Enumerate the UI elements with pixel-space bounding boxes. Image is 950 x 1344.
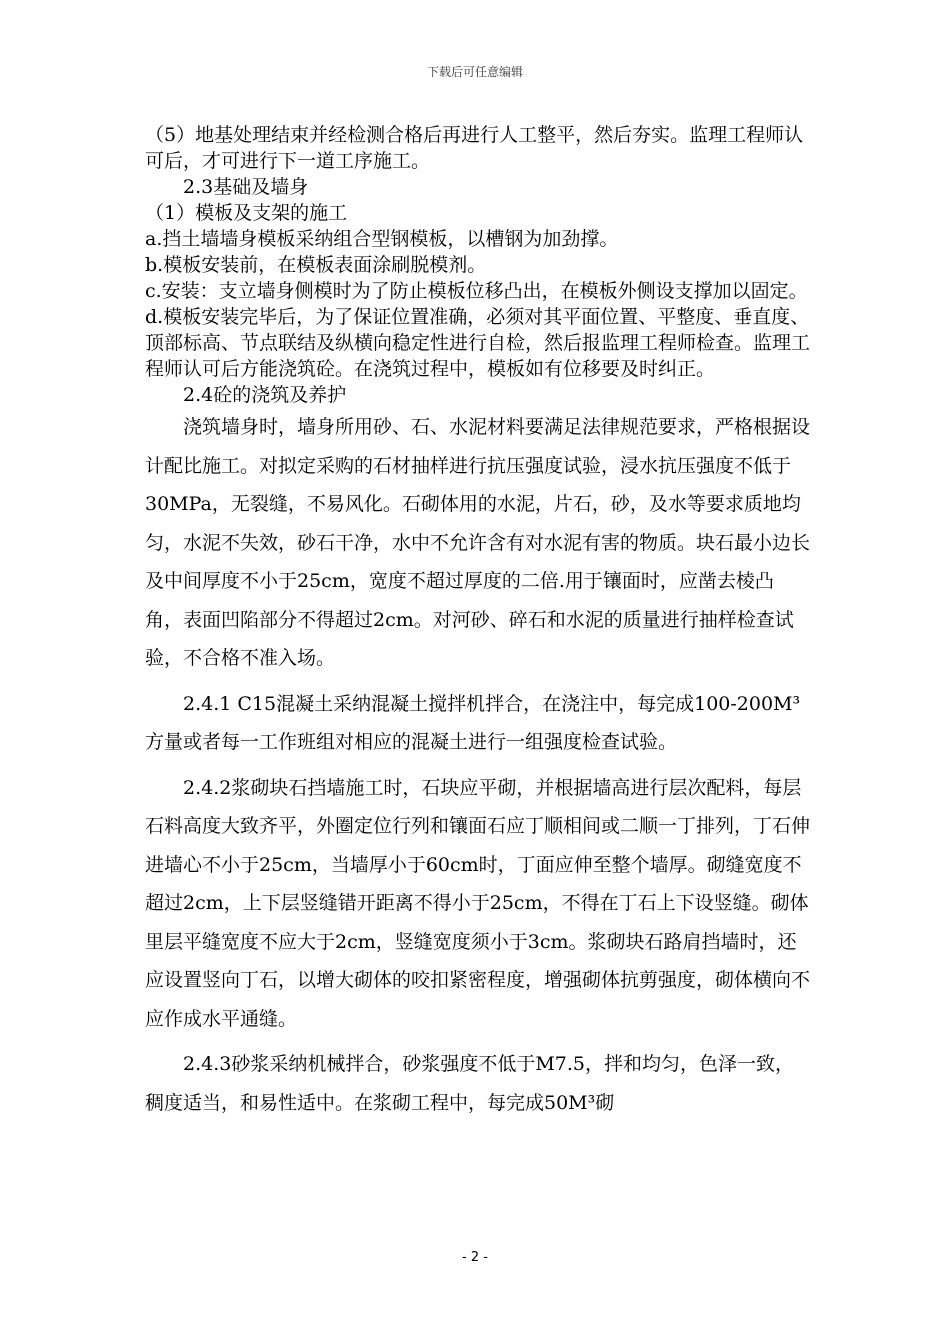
paragraph-foundation-leveling: （5）地基处理结束并经检测合格后再进行人工整平，然后夯实。监理工程师认可后，才可进行下一道工序施工。 [145,124,804,172]
paragraph-item-b: b.模板安装前，在模板表面涂刷脱模剂。 [145,254,487,276]
paragraph-2-4-1: 2.4.1 C15混凝土采纳混凝土搅拌机拌合，在浇注中，每完成100-200M³方量或者每一工作班组对相应的混凝土进行一组强度检查试验。 [145,692,801,753]
paragraph-item-a: a.挡土墙墙身模板采纳组合型钢模板，以槽钢为加劲撑。 [145,228,619,250]
page-header: 下载后可任意编辑 [426,65,523,79]
heading-2-3: 2.3基础及墙身 [183,176,309,198]
paragraph-materials: 浇筑墙身时，墙身所用砂、石、水泥材料要满足法律规范要求，严格根据设计配比施工。对拟定采购的石材抽样进行抗压强度试验，浸水抗压强度不低于30MPa，无裂缝，不易风化。石砌体用的水泥，片石，砂，及水等要求质地均匀，水泥不失效，砂石干净，水中不允许含有对水泥有害的物质。块石最小边长及中间厚度不小于25cm，宽度不超过厚度的二倍.用于镶面时，应凿去棱凸角，表面凹陷部分不得超过2cm。对河砂、碎石和水泥的质量进行抽样检查试验，不合格不准入场。 [145,416,811,669]
heading-formwork: （1）模板及支架的施工 [145,202,348,224]
document-body [145,122,810,1122]
paragraph-item-c: c.安装：支立墙身侧模时为了防止模板位移凸出，在模板外侧设支撑加以固定。 [145,280,808,302]
paragraph-2-4-3: 2.4.3砂浆采纳机械拌合，砂浆强度不低于M7.5，拌和均匀，色泽一致，稠度适当，和易性适中。在浆砌工程中，每完成50M³砌 [145,1053,795,1114]
paragraph-2-4-2: 2.4.2浆砌块石挡墙施工时，石块应平砌，并根据墙高进行层次配料，每层石料高度大致齐平，外圈定位行列和镶面石应丁顺相间或二顺一丁排列，丁石伸进墙心不小于25cm，当墙厚小于60cm时，丁面应伸至整个墙厚。砌缝宽度不超过2cm，上下层竖缝错开距离不得小于25cm，不得在丁石上下设竖缝。砌体里层平缝宽度不应大于2cm，竖缝宽度须小于3cm。浆砌块石路肩挡墙时，还应设置竖向丁石，以增大砌体的咬扣紧密程度，增强砌体抗剪强度，砌体横向不应作成水平通缝。 [145,776,811,1030]
paragraph-item-d: d.模板安装完毕后，为了保证位置准确，必须对其平面位置、平整度、垂直度、顶部标高、节点联结及纵横向稳定性进行自检，然后报监理工程师检查。监理工程师认可后方能浇筑砼。在浇筑过程中，模板如有位移要及时纠正。 [145,306,811,380]
heading-2-4: 2.4砼的浇筑及养护 [183,384,347,406]
page-number: - 2 - [462,1250,488,1265]
